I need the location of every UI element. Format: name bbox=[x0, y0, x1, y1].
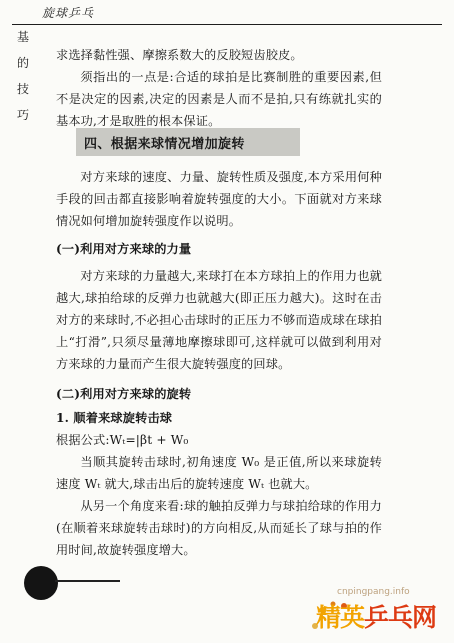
note-paragraph: 须指出的一点是:合适的球拍是比赛制胜的重要因素,但不是决定的因素,决定的因素是人而不是拍,只有练就扎实的基本功,才是取胜的根本保证。 bbox=[56, 70, 382, 128]
subheading-2-paragraph-1: 当顺其旋转击球时,初角速度 W₀ 是正值,所以来球旋转速度 Wₜ 就大,球击出后的旋转速度 Wₜ 也就大。 bbox=[56, 455, 382, 491]
page-corner-mark bbox=[24, 566, 58, 600]
side-title: 基的技巧 bbox=[16, 30, 29, 122]
page-corner-line bbox=[55, 580, 120, 582]
section-intro-paragraph: 对方来球的速度、力量、旋转性质及强度,本方采用何种手段的回击都直接影响着旋转强度的大小。下面就对方来球情况如何增加旋转强度作以说明。 bbox=[56, 170, 382, 228]
subheading-2: (二)利用对方来球的旋转 bbox=[56, 387, 192, 401]
subheading-1-paragraph: 对方来球的力量越大,来球打在本方球拍上的作用力也就越大,球拍给球的反弹力也就越大(即正压力越大)。这时在击对方的来球时,不必担心击球时的正压力不够而造成球在球拍上“打滑”,只须尽量薄地摩擦球即可,这样就可以做到利用对方来球的力量而产生很大旋转强度的回球。 bbox=[56, 269, 382, 371]
watermark-logo-right: 乒乓网 bbox=[364, 603, 437, 632]
watermark-logo-left: 精英 bbox=[316, 603, 365, 632]
subheading-1: (一)利用对方来球的力量 bbox=[56, 242, 192, 256]
body-text bbox=[56, 34, 382, 561]
watermark-url: cnpingpang.info bbox=[337, 587, 410, 597]
formula: 根据公式:Wₜ=|βt + W₀ bbox=[56, 433, 189, 447]
subheading-2-1: 1. 顺着来球旋转击球 bbox=[56, 411, 173, 425]
section-heading: 四、根据来球情况增加旋转 bbox=[84, 137, 245, 152]
intro-line: 求选择黏性强、摩擦系数大的反胶短齿胶皮。 bbox=[56, 48, 303, 62]
series-title: 旋球乒乓 bbox=[42, 6, 95, 20]
watermark-logo-text bbox=[316, 598, 436, 634]
subheading-2-paragraph-2: 从另一个角度来看:球的触拍反弹力与球拍给球的作用力(在顺着来球旋转击球时)的方向相反,从而延长了球与拍的作用时间,故旋转强度增大。 bbox=[56, 499, 382, 557]
